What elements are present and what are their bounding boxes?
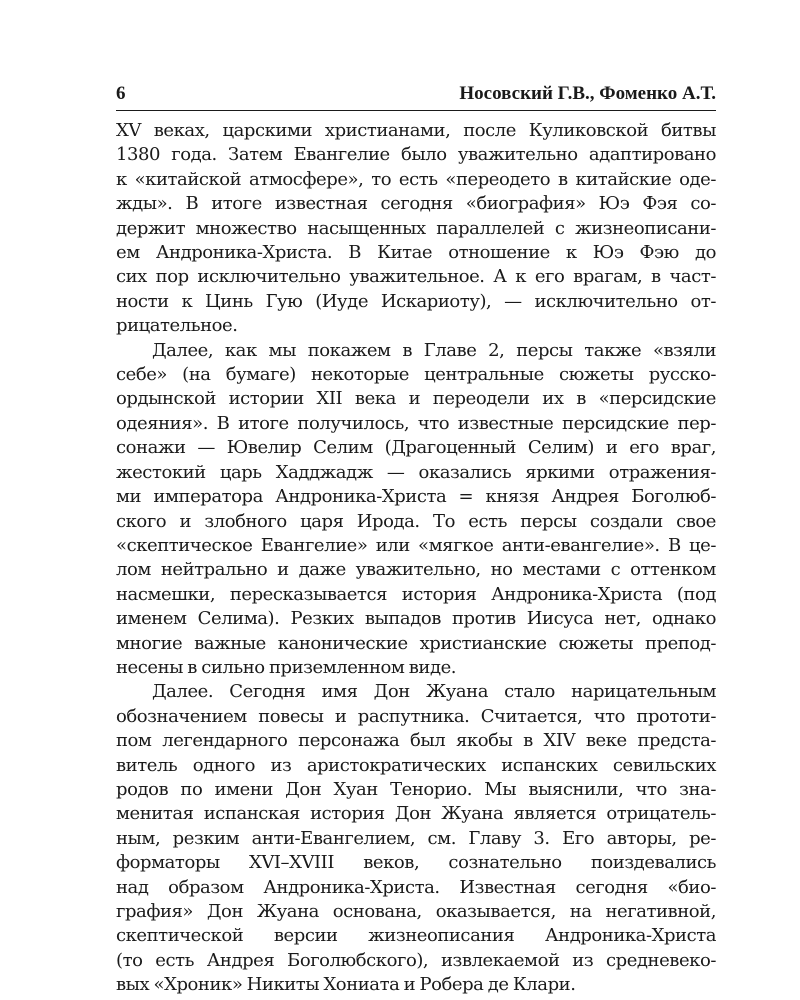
text-line: форматоры XVI–XVIII веков, сознательно поиздевались bbox=[116, 852, 716, 874]
text-line: одеяния». В итоге получилось, что известные персидские пер- bbox=[116, 412, 716, 434]
book-page bbox=[116, 82, 716, 998]
text-line: 1380 года. Затем Евангелие было уважительно адаптировано bbox=[116, 144, 716, 166]
text-line: пом легендарного персонажа был якобы в XIV веке предста- bbox=[116, 730, 716, 752]
text-line: ордынской истории XII века и переодели их в «персидские bbox=[116, 388, 716, 410]
text-line: витель одного из аристократических испанских севильских bbox=[116, 754, 716, 776]
paragraph-1 bbox=[116, 119, 716, 339]
running-header bbox=[116, 82, 716, 111]
page-number: 6 bbox=[116, 83, 126, 104]
text-line: именем Селима). Резких выпадов против Иисуса нет, однако bbox=[116, 608, 716, 630]
text-line: Далее, как мы покажем в Главе 2, персы также «взяли bbox=[152, 339, 716, 361]
text-line: обозначением повесы и распутника. Считается, что прототи- bbox=[116, 705, 716, 727]
text-line: Далее. Сегодня имя Дон Жуана стало нарицательным bbox=[152, 681, 716, 703]
body-text bbox=[116, 119, 716, 998]
text-line: графия» Дон Жуана основана, оказывается, на негативной, bbox=[116, 901, 716, 922]
text-line: жестокий царь Хадджадж — оказались яркими отражения- bbox=[116, 461, 716, 483]
paragraph-2 bbox=[116, 339, 716, 681]
text-line: (то есть Андрея Боголюбского), извлекаемой из средневеко- bbox=[116, 949, 716, 971]
text-line: сонажи — Ювелир Селим (Драгоценный Селим) и его враг, bbox=[116, 437, 716, 459]
text-line: лом нейтрально и даже уважительно, но местами с оттенком bbox=[116, 559, 716, 581]
text-line: ем Андроника-Христа. В Китае отношение к Юэ Фэю до bbox=[116, 242, 716, 264]
text-line: скептической версии жизнеописания Андроника-Христа bbox=[116, 925, 716, 947]
text-line: сих пор исключительно уважительное. А к его врагам, в част- bbox=[116, 266, 716, 288]
text-line: ным, резким анти-Евангелием, см. Главу 3. Его авторы, ре- bbox=[116, 827, 716, 849]
text-line: ности к Цинь Гую (Иуде Искариоту), — исключительно от- bbox=[116, 290, 716, 312]
text-line: насмешки, пересказывается история Андроника-Христа (под bbox=[116, 583, 716, 605]
running-head-authors: Носовский Г.В., Фоменко А.Т. bbox=[459, 83, 716, 104]
text-line: «скептическое Евангелие» или «мягкое анти-евангелие». В це- bbox=[116, 534, 716, 556]
text-line: к «китайской атмосфере», то есть «переодето в китайские оде- bbox=[116, 168, 716, 190]
text-line: над образом Андроника-Христа. Известная сегодня «био- bbox=[116, 876, 716, 898]
text-line: рицательное. bbox=[116, 315, 238, 337]
text-line: ского и злобного царя Ирода. То есть персы создали свое bbox=[116, 510, 716, 532]
text-line: многие важные канонические христианские сюжеты препод- bbox=[116, 632, 716, 654]
paragraph-3 bbox=[116, 680, 716, 997]
text-line: XV веках, царскими христианами, после Куликовской битвы bbox=[116, 120, 716, 141]
text-line: менитая испанская история Дон Жуана является отрицатель- bbox=[116, 803, 716, 825]
text-line: родов по имени Дон Хуан Тенорио. Мы выяснили, что зна- bbox=[116, 778, 716, 800]
text-line: ми императора Андроника-Христа = князя Андрея Боголюб- bbox=[116, 486, 716, 508]
text-line: жды». В итоге известная сегодня «биография» Юэ Фэя со- bbox=[116, 193, 716, 215]
text-line: держит множество насыщенных параллелей с жизнеописани- bbox=[116, 217, 716, 239]
text-line: вых «Хроник» Никиты Хониата и Робера де Клари. bbox=[116, 974, 576, 996]
text-line: несены в сильно приземленном виде. bbox=[116, 656, 457, 678]
text-line: себе» (на бумаге) некоторые центральные сюжеты русско- bbox=[116, 364, 716, 386]
